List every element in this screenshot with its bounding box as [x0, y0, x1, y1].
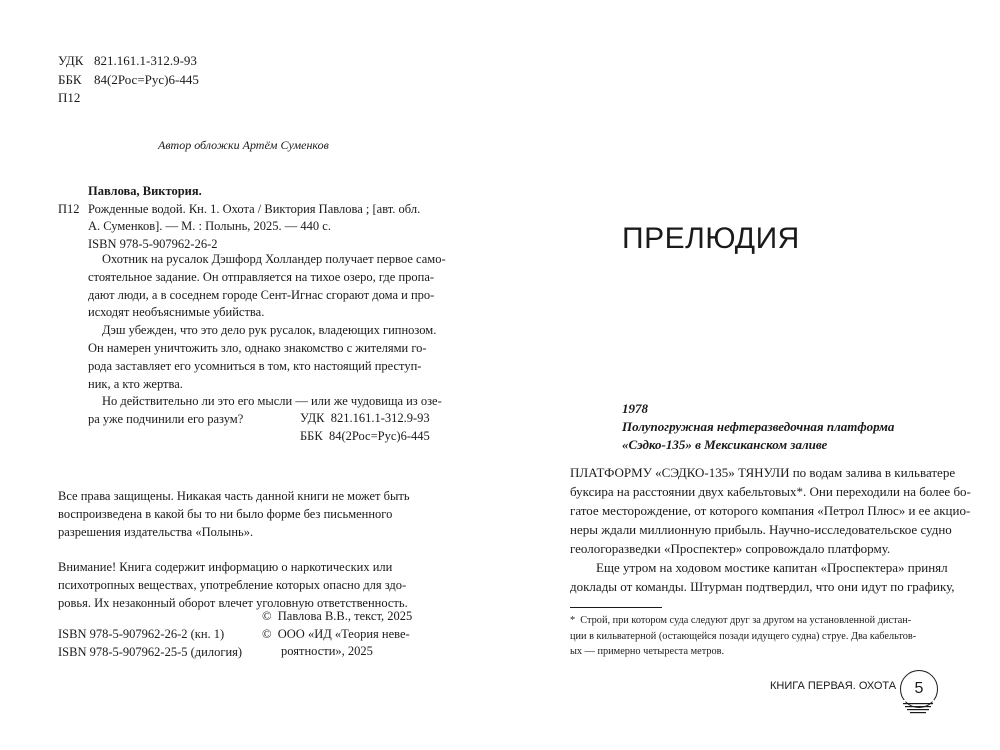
page-number-decoration	[898, 700, 938, 716]
annotation-line: Он намерен уничтожить зло, однако знакомство с жителями го-	[88, 340, 427, 355]
footnote	[570, 613, 956, 660]
udk-bottom-line: ББК 84(2Рос=Рус)6-445	[300, 428, 430, 443]
bib-code: П12	[58, 201, 80, 216]
warning-line: ровья. Их незаконный оборот влечет уголовную ответственность.	[58, 595, 408, 610]
right-page	[500, 0, 1000, 750]
body-line: ПЛАТФОРМУ «СЭДКО-135» ТЯНУЛИ по водам залива в кильватере	[570, 465, 956, 480]
epigraph-year: 1978	[622, 401, 648, 416]
annotation-line: дают люди, а в соседнем городе Сент-Игнас сгорают дома и про-	[88, 287, 435, 302]
udk-block	[58, 52, 199, 108]
bbk-label: ББК	[58, 71, 82, 87]
author-code: П12	[58, 90, 81, 105]
annotation-line: стоятельное задание. Он отправляется на тихое озеро, где пропа-	[88, 269, 435, 284]
udk-label: УДК	[58, 53, 84, 68]
chapter-title: ПРЕЛЮДИЯ	[622, 222, 800, 255]
body-line: гатое месторождение, от которого компания «Петрол Плюс» и ее акцио-	[570, 503, 971, 518]
rights-line: разрешения издательства «Полынь».	[58, 524, 254, 539]
body-text	[570, 463, 971, 596]
running-head: КНИГА ПЕРВАЯ. ОХОТА	[770, 680, 897, 692]
footnote-line: ции в кильватерной (остающейся позади идущего судна) струе. Два кабельтов-	[570, 630, 917, 642]
annotation-line: исходят необъяснимые убийства.	[88, 305, 265, 320]
footnote-line: ых — примерно четыреста метров.	[570, 646, 725, 658]
warning-line: психотропных веществах, употребление которых опасно для здо-	[58, 578, 407, 593]
udk-bottom	[300, 410, 430, 446]
body-line: буксира на расстоянии двух кабельтовых*. Они переходили на более бо-	[570, 484, 971, 499]
isbn-line: ISBN 978-5-907962-26-2 (кн. 1)	[58, 627, 225, 641]
bbk-value: 84(2Рос=Рус)6-445	[94, 71, 199, 87]
body-line: доклады от команды. Штурман подтвердил, что они идут по графику,	[570, 579, 955, 594]
annotation-line: Но действительно ли это его мысли — или же чудовища из озе-	[102, 394, 442, 409]
rights-line: воспроизведена в какой бы то ни было форме без письменного	[58, 506, 393, 521]
page-number: 5	[900, 670, 938, 708]
body-line: Еще утром на ходовом мостике капитан «Проспектера» принял	[596, 560, 948, 575]
annotation-line: ник, а кто жертва.	[88, 376, 183, 391]
warning-line: Внимание! Книга содержит информацию о наркотических или	[58, 560, 393, 575]
bib-line: Рожденные водой. Кн. 1. Охота / Виктория Павлова ; [авт. обл.	[88, 201, 421, 216]
bib-author: Павлова, Виктория.	[88, 184, 202, 198]
rights-paragraph	[58, 488, 450, 541]
copyright-line: © Павлова В.В., текст, 2025	[262, 609, 413, 623]
annotation-line: рода заставляет его усомниться в том, кто настоящий преступ-	[88, 358, 422, 373]
annotation	[88, 251, 450, 429]
cover-author-credit: Автор обложки Артём Суменков	[158, 138, 329, 152]
copyright-line: роятности», 2025	[281, 644, 373, 658]
bib-line: А. Суменков]. — М. : Полынь, 2025. — 440 с.	[88, 219, 331, 233]
udk-value: 821.161.1-312.9-93	[94, 53, 197, 68]
footnote-divider	[570, 607, 662, 608]
epigraph-line: «Сэдко-135» в Мексиканском заливе	[622, 437, 828, 452]
udk-bottom-line: УДК 821.161.1-312.9-93	[300, 411, 430, 425]
body-line: геологоразведки «Проспектер» сопровождало платформу.	[570, 541, 891, 556]
copyright-line: © ООО «ИД «Теория неве-	[262, 626, 410, 641]
copyright-block	[262, 608, 412, 661]
annotation-line: ра уже подчинили его разум?	[88, 412, 244, 427]
annotation-line: Охотник на русалок Дэшфорд Холландер получает первое само-	[102, 252, 446, 266]
isbn-list	[58, 626, 242, 661]
body-line: неры ждали миллионную прибыль. Научно-исследовательское судно	[570, 522, 952, 537]
epigraph-line: Полупогружная нефтеразведочная платформа	[622, 419, 895, 434]
warning-paragraph	[58, 559, 450, 612]
annotation-line: Дэш убежден, что это дело рук русалок, владеющих гипнозом.	[102, 323, 437, 338]
isbn-line: ISBN 978-5-907962-25-5 (дилогия)	[58, 644, 243, 659]
bibliographic-record	[58, 183, 450, 253]
footnote-line: * Строй, при котором суда следуют друг за другом на установленной дистан-	[570, 615, 912, 626]
rights-line: Все права защищены. Никакая часть данной книги не может быть	[58, 489, 410, 503]
epigraph	[622, 400, 894, 454]
bib-line: ISBN 978-5-907962-26-2	[88, 236, 218, 251]
